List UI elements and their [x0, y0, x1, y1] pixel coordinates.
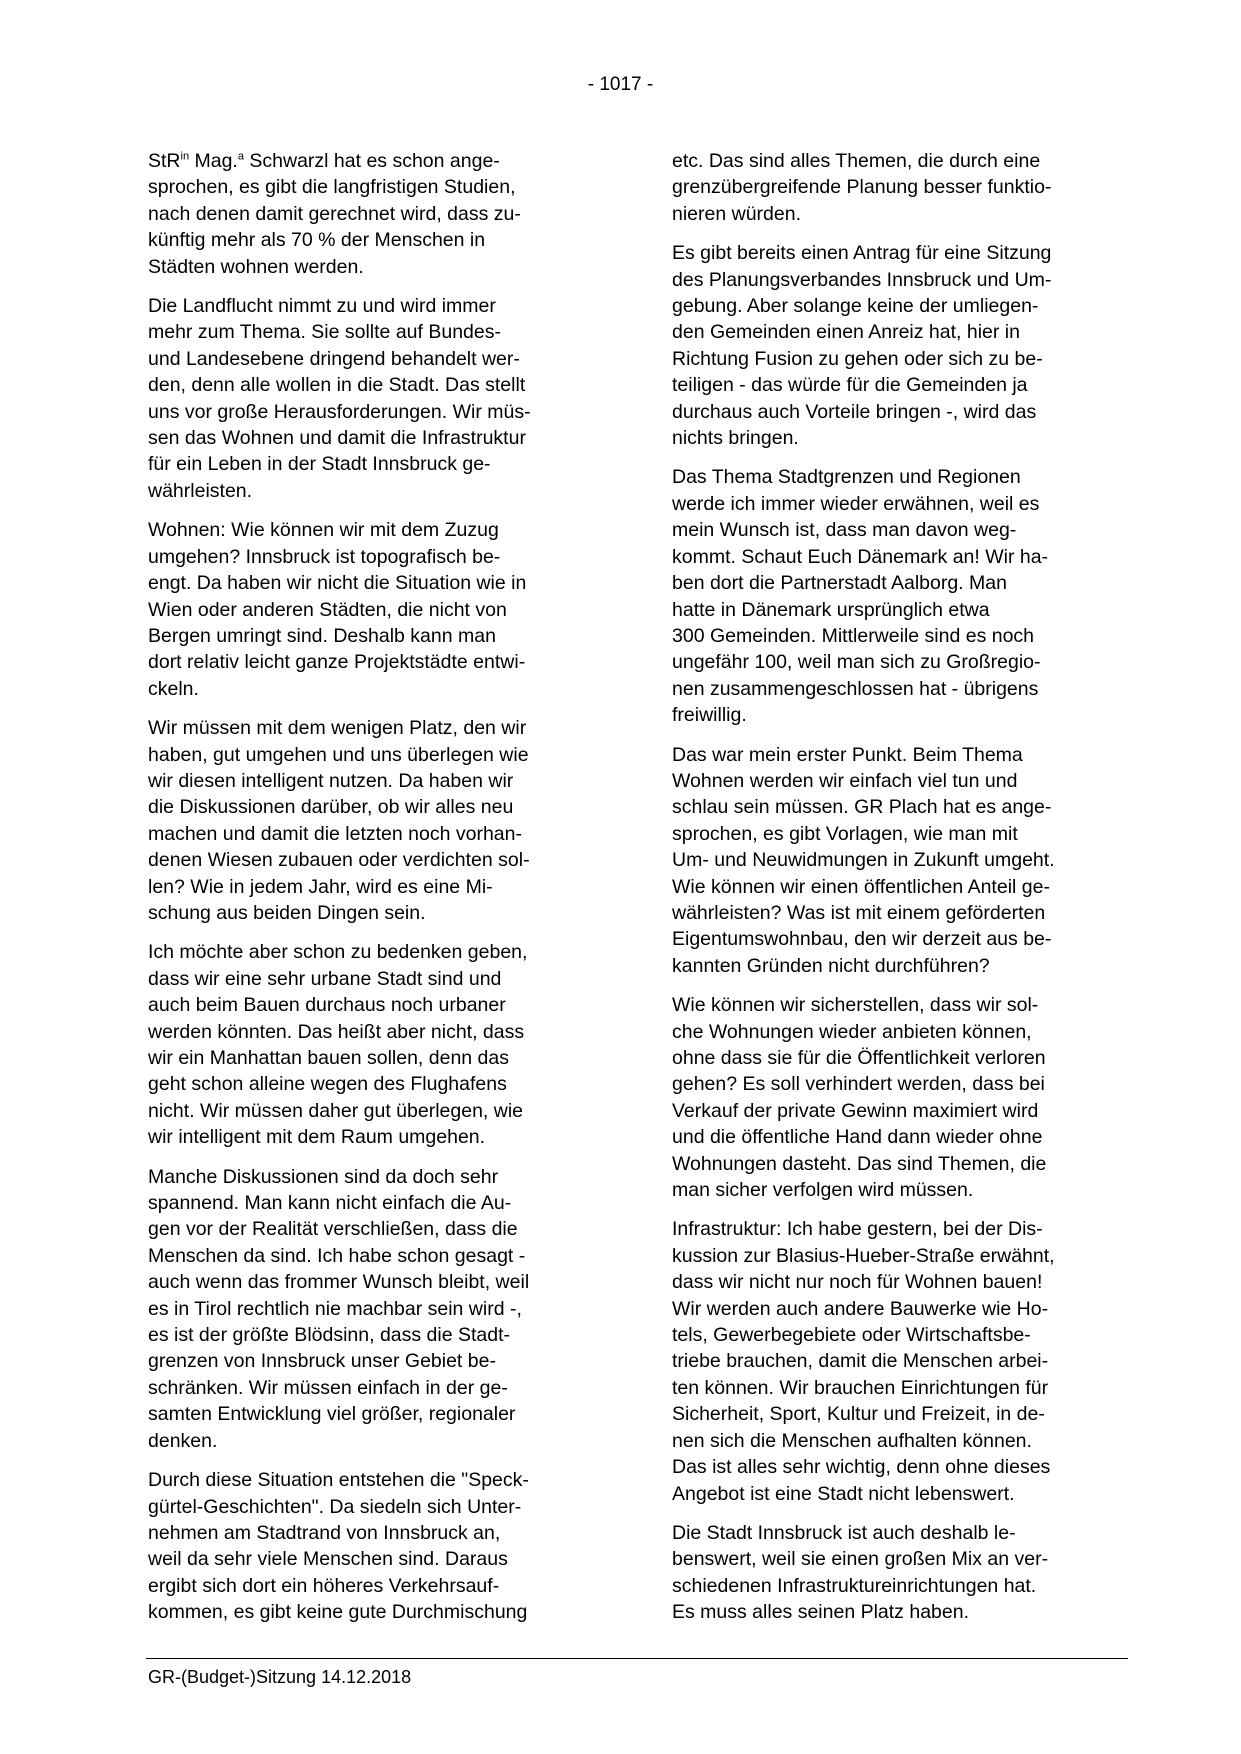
paragraph: Wie können wir sicherstellen, dass wir sol- che Wohnungen wieder anbieten können, ohne dass sie für die Öffentlichkeit verloren gehen? Es soll verhindert werden, dass bei Verkauf der private Gewinn maximiert wird und die öffentliche Hand dann wieder ohne Wohnungen dasteht. Das sind Themen, die man sicher verfolgen wird müssen. [672, 994, 1047, 1202]
paragraph: Wohnen: Wie können wir mit dem Zuzug umgehen? Innsbruck ist topografisch be- engt. Da haben wir nicht die Situation wie in Wien oder anderen Städten, die nicht von Bergen umringt sind. Deshalb kann man dort relativ leicht ganze Projektstädte entwi- ckeln. [148, 519, 527, 700]
paragraph: Wir müssen mit dem wenigen Platz, den wir haben, gut umgehen und uns überlegen wie wir diesen intelligent nutzen. Da haben wir die Diskussionen darüber, ob wir alles neu machen und damit die letzten noch vorhan- denen Wiesen zubauen oder verdichten sol- len? Wie in jedem Jahr, wird es eine Mi- schung aus beiden Dingen sein. [148, 717, 530, 924]
page-number: - 1017 - [587, 74, 654, 95]
left-column [148, 148, 600, 1639]
right-column [672, 148, 1128, 1639]
speaker-degree-superscript: a [237, 150, 244, 163]
paragraph: Infrastruktur: Ich habe gestern, bei der Dis- kussion zur Blasius-Hueber-Straße erwähnt, dass wir nicht nur noch für Wohnen bauen! Wir werden auch andere Bauwerke wie Ho- tels, Gewerbegebiete oder Wirtschaftsbe- triebe brauchen, damit die Menschen arbei- ten können. Wir brauchen Einrichtungen für Sicherheit, Sport, Kultur und Freizeit, in de- nen sich die Menschen aufhalten können. Das ist alles sehr wichtig, denn ohne dieses Angebot ist eine Stadt nicht lebenswert. [672, 1218, 1055, 1505]
paragraph: Die Stadt Innsbruck ist auch deshalb le- benswert, weil sie einen großen Mix an ver- schiedenen Infrastruktureinrichtungen hat. Es muss alles seinen Platz haben. [672, 1521, 1049, 1624]
speaker-title-superscript: in [180, 150, 190, 163]
speaker-degree: Mag. [189, 150, 238, 172]
paragraph: Das war mein erster Punkt. Beim Thema Wohnen werden wir einfach viel tun und schlau sein müssen. GR Plach hat es ange- sprochen, es gibt Vorlagen, wie man mit Um- und Neuwidmungen in Zukunft umgeht. Wie können wir einen öffentlichen Anteil ge- währleisten? Was ist mit einem geförderten Eigentumswohnbau, den wir derzeit aus be- kannten Gründen nicht durchführen? [672, 743, 1055, 977]
speaker-title: StR [148, 150, 181, 172]
paragraph-text: Schwarzl hat es schon ange- sprochen, es gibt die langfristigen Studien, nach denen damit gerechnet wird, dass zu- künftig mehr als 70 % der Menschen in Städten wohnen werden. [148, 150, 521, 278]
footer-divider [146, 1658, 1128, 1659]
paragraph: Manche Diskussionen sind da doch sehr spannend. Man kann nicht einfach die Au- gen vor der Realität verschließen, dass die Menschen da sind. Ich habe schon gesagt - auch wenn das frommer Wunsch bleibt, weil es in Tirol rechtlich nie machbar sein wird -, es ist der größte Blödsinn, dass die Stadt- grenzen von Innsbruck unser Gebiet be- schränken. Wir müssen einfach in der ge- samten Entwicklung viel größer, regionaler denken. [148, 1165, 530, 1452]
paragraph [148, 148, 600, 280]
paragraph: etc. Das sind alles Themen, die durch eine grenzübergreifende Planung besser funktio- nieren würden. [672, 150, 1052, 225]
footer-text: GR-(Budget-)Sitzung 14.12.2018 [148, 1667, 412, 1687]
paragraph: Ich möchte aber schon zu bedenken geben, dass wir eine sehr urbane Stadt sind und auch beim Bauen durchaus noch urbaner werden könnten. Das heißt aber nicht, dass wir ein Manhattan bauen sollen, denn das geht schon alleine wegen des Flughafens nicht. Wir müssen daher gut überlegen, wie wir intelligent mit dem Raum umgehen. [148, 941, 528, 1149]
paragraph: Das Thema Stadtgrenzen und Regionen werde ich immer wieder erwähnen, weil es mein Wunsch ist, dass man davon weg- kommt. Schaut Euch Dänemark an! Wir ha- ben dort die Partnerstadt Aalborg. Man hatte in Dänemark ursprünglich etwa 300 Gemeinden. Mittlerweile sind es noch ungefähr 100, weil man sich zu Großregio- nen zusammengeschlossen hat - übrigens freiwillig. [672, 466, 1049, 727]
paragraph: Die Landflucht nimmt zu und wird immer mehr zum Thema. Sie sollte auf Bundes- und Landesebene dringend behandelt wer- den, denn alle wollen in die Stadt. Das stellt uns vor große Herausforderungen. Wir müs- sen das Wohnen und damit die Infrastruktur für ein Leben in der Stadt Innsbruck ge- währleisten. [148, 295, 531, 502]
paragraph: Es gibt bereits einen Antrag für eine Sitzung des Planungsverbandes Innsbruck und Um- gebung. Aber solange keine der umliegen- den Gemeinden einen Anreiz hat, hier in Richtung Fusion zu gehen oder sich zu be- teiligen - das würde für die Gemeinden ja durchaus auch Vorteile bringen -, wird das nichts bringen. [672, 242, 1052, 450]
paragraph: Durch diese Situation entstehen die "Speck- gürtel-Geschichten". Da siedeln sich Unter- nehmen am Stadtrand von Innsbruck an, weil da sehr viele Menschen sind. Daraus ergibt sich dort ein höheres Verkehrsauf- kommen, es gibt keine gute Durchmischung [148, 1469, 529, 1624]
